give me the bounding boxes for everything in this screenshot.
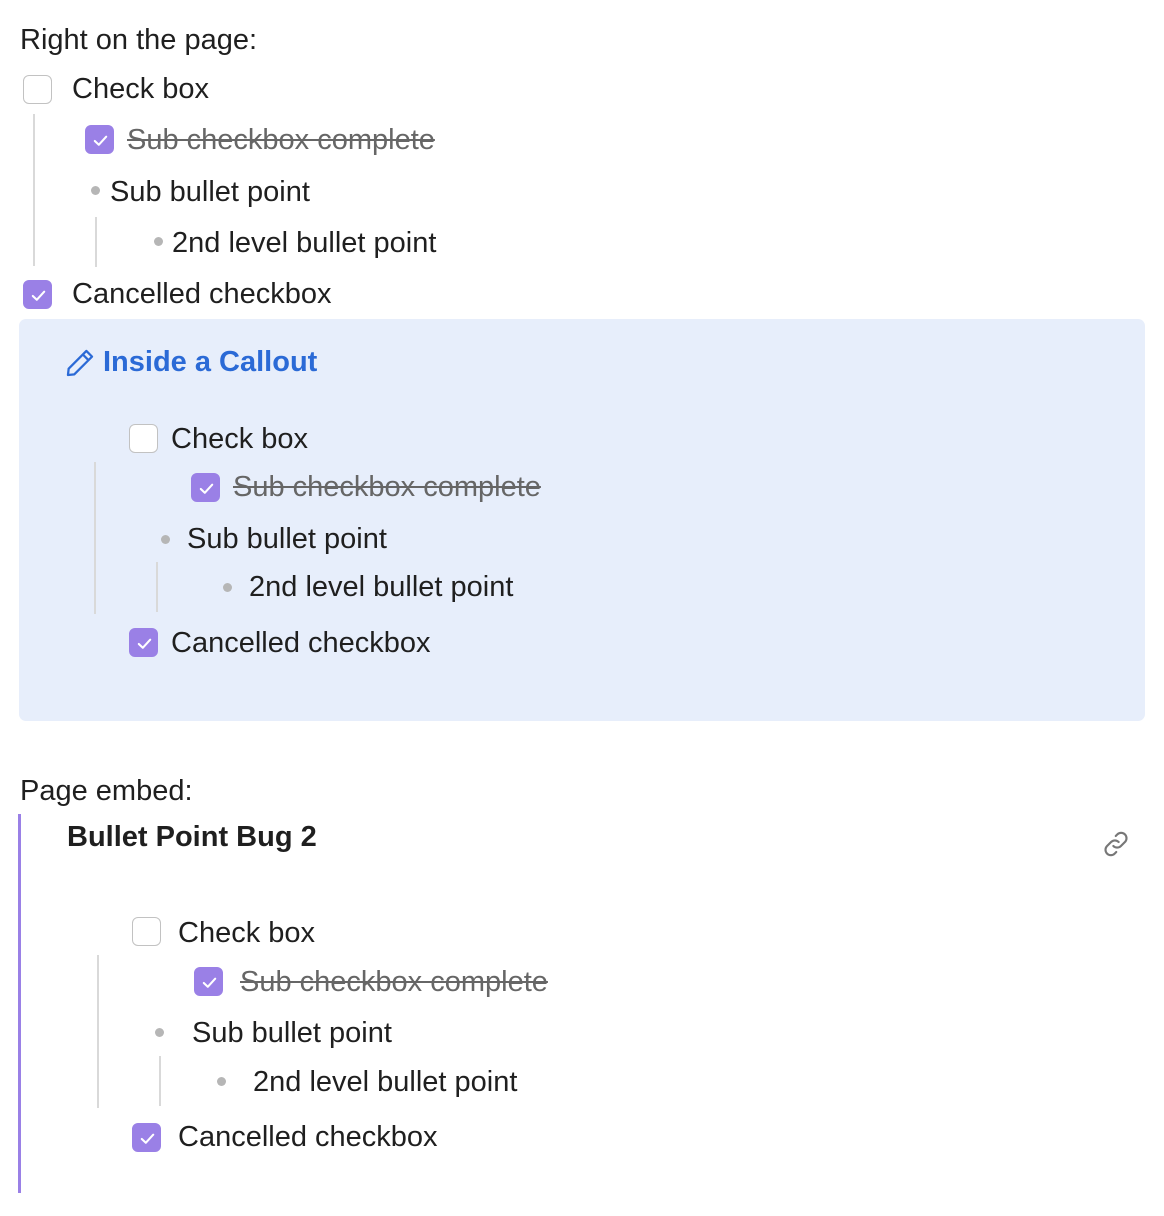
checkbox-label: Check box [171, 423, 309, 455]
bullet-dot [154, 237, 163, 246]
bullet-dot [161, 535, 170, 544]
checkmark-icon [91, 131, 110, 150]
cancelled-checkbox-label: Cancelled checkbox [72, 278, 332, 310]
sub-bullet-label: Sub bullet point [110, 176, 310, 208]
indent-guide [95, 217, 97, 267]
pencil-icon [63, 346, 97, 380]
second-level-bullet-label: 2nd level bullet point [172, 227, 437, 259]
checkbox-checked[interactable] [194, 967, 223, 996]
cancelled-checkbox-label: Cancelled checkbox [178, 1121, 438, 1153]
checkbox-unchecked[interactable] [23, 75, 52, 104]
second-level-bullet-label: 2nd level bullet point [253, 1066, 518, 1098]
checkbox-checked[interactable] [23, 280, 52, 309]
bullet-dot [91, 186, 100, 195]
section-heading-page: Right on the page: [20, 24, 258, 56]
bullet-dot [217, 1077, 226, 1086]
indent-guide [159, 1056, 161, 1106]
checkmark-icon [135, 634, 154, 653]
checkbox-label: Check box [178, 917, 316, 949]
sub-bullet-label: Sub bullet point [187, 523, 387, 555]
cancelled-checkbox-label: Cancelled checkbox [171, 627, 431, 659]
callout-title: Inside a Callout [103, 346, 318, 378]
checkbox-checked[interactable] [132, 1123, 161, 1152]
sub-bullet-label: Sub bullet point [192, 1017, 392, 1049]
embed-accent-bar [18, 814, 21, 1193]
bullet-dot [223, 583, 232, 592]
sub-checkbox-label: Sub checkbox complete [127, 124, 435, 156]
sub-checkbox-label: Sub checkbox complete [240, 966, 548, 998]
embed-page-title[interactable]: Bullet Point Bug 2 [67, 821, 317, 853]
link-icon[interactable] [1100, 828, 1132, 860]
indent-guide [97, 955, 99, 1108]
sub-checkbox-label: Sub checkbox complete [233, 471, 541, 503]
checkbox-unchecked[interactable] [132, 917, 161, 946]
checkbox-unchecked[interactable] [129, 424, 158, 453]
checkmark-icon [197, 479, 216, 498]
checkmark-icon [200, 973, 219, 992]
checkbox-checked[interactable] [191, 473, 220, 502]
second-level-bullet-label: 2nd level bullet point [249, 571, 514, 603]
checkbox-checked[interactable] [85, 125, 114, 154]
checkbox-label: Check box [72, 73, 210, 105]
section-heading-embed: Page embed: [20, 775, 193, 807]
indent-guide [94, 462, 96, 614]
checkmark-icon [29, 286, 48, 305]
checkmark-icon [138, 1129, 157, 1148]
indent-guide [33, 114, 35, 266]
bullet-dot [155, 1028, 164, 1037]
checkbox-checked[interactable] [129, 628, 158, 657]
indent-guide [156, 562, 158, 612]
